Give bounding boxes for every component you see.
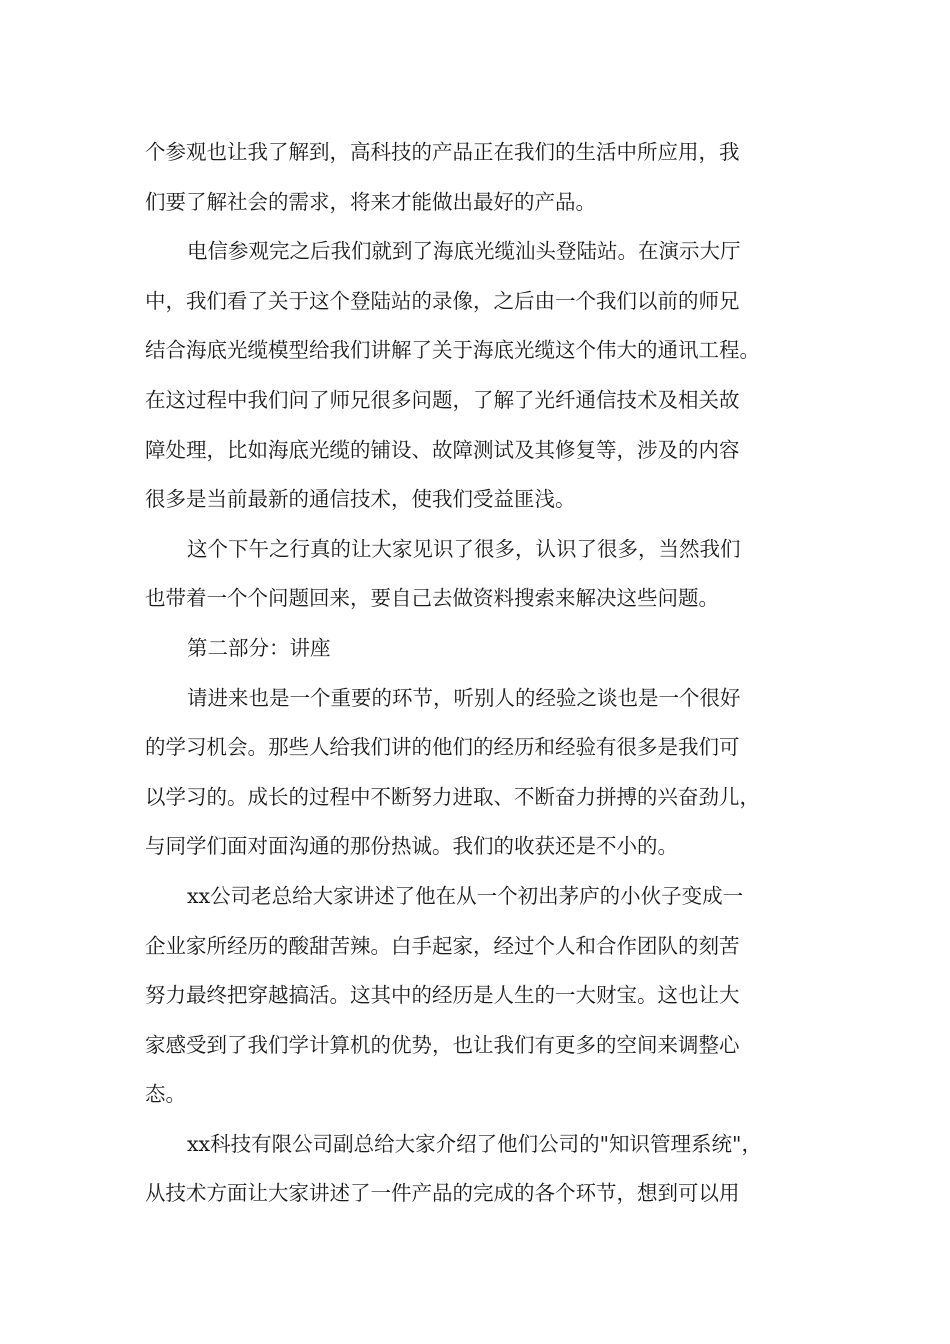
paragraph-tech-company <box>145 1120 815 1219</box>
text-line: 障处理，比如海底光缆的铺设、故障测试及其修复等，涉及的内容 <box>145 437 740 462</box>
text-line: 们要了解社会的需求，将来才能做出最好的产品。 <box>145 189 596 214</box>
text-line: 从技术方面让大家讲述了一件产品的完成的各个环节，想到可以用 <box>145 1181 740 1206</box>
paragraph-lecture-intro <box>145 674 815 872</box>
text-line: 个参观也让我了解到，高科技的产品正在我们的生活中所应用，我 <box>145 140 740 164</box>
body-text <box>145 128 815 1219</box>
text-line: 家感受到了我们学计算机的优势，也让我们有更多的空间来调整心 <box>145 1032 740 1057</box>
section-heading: 第二部分：讲座 <box>187 635 331 660</box>
text-line: 结合海底光缆模型给我们讲解了关于海底光缆这个伟大的通讯工程。 <box>145 338 760 363</box>
text-line: 很多是当前最新的通信技术，使我们受益匪浅。 <box>145 487 576 512</box>
text-line: xx科技有限公司副总给大家介绍了他们公司的"知识管理系统"， <box>187 1131 762 1156</box>
text-line: 以学习的。成长的过程中不断努力进取、不断奋力拼搏的兴奋劲儿， <box>145 784 760 809</box>
text-line: 在这过程中我们问了师兄很多问题，了解了光纤通信技术及相关故 <box>145 387 740 412</box>
text-line: 努力最终把穿越搞活。这其中的经历是人生的一大财宝。这也让大 <box>145 983 740 1008</box>
text-line: 请进来也是一个重要的环节，听别人的经验之谈也是一个很好 <box>187 685 741 710</box>
paragraph-visit-summary <box>145 128 815 227</box>
section-heading-lectures <box>145 624 815 674</box>
paragraph-afternoon-trip <box>145 525 815 624</box>
text-line: xx公司老总给大家讲述了他在从一个初出茅庐的小伙子变成一 <box>187 883 744 908</box>
text-line: 这个下午之行真的让大家见识了很多，认识了很多，当然我们 <box>187 536 741 561</box>
paragraph-company-ceo <box>145 872 815 1120</box>
text-line: 的学习机会。那些人给我们讲的他们的经历和经验有很多是我们可 <box>145 735 740 760</box>
paragraph-cable-station <box>145 227 815 525</box>
text-line: 中，我们看了关于这个登陆站的录像，之后由一个我们以前的师兄 <box>145 288 740 313</box>
text-line: 态。 <box>145 1082 186 1107</box>
text-line: 电信参观完之后我们就到了海底光缆汕头登陆站。在演示大厅 <box>187 239 741 264</box>
text-line: 与同学们面对面沟通的那份热诚。我们的收获还是不小的。 <box>145 834 678 859</box>
text-line: 也带着一个个问题回来，要自己去做资料搜索来解决这些问题。 <box>145 586 719 611</box>
text-line: 企业家所经历的酸甜苦辣。白手起家，经过个人和合作团队的刻苦 <box>145 933 740 958</box>
